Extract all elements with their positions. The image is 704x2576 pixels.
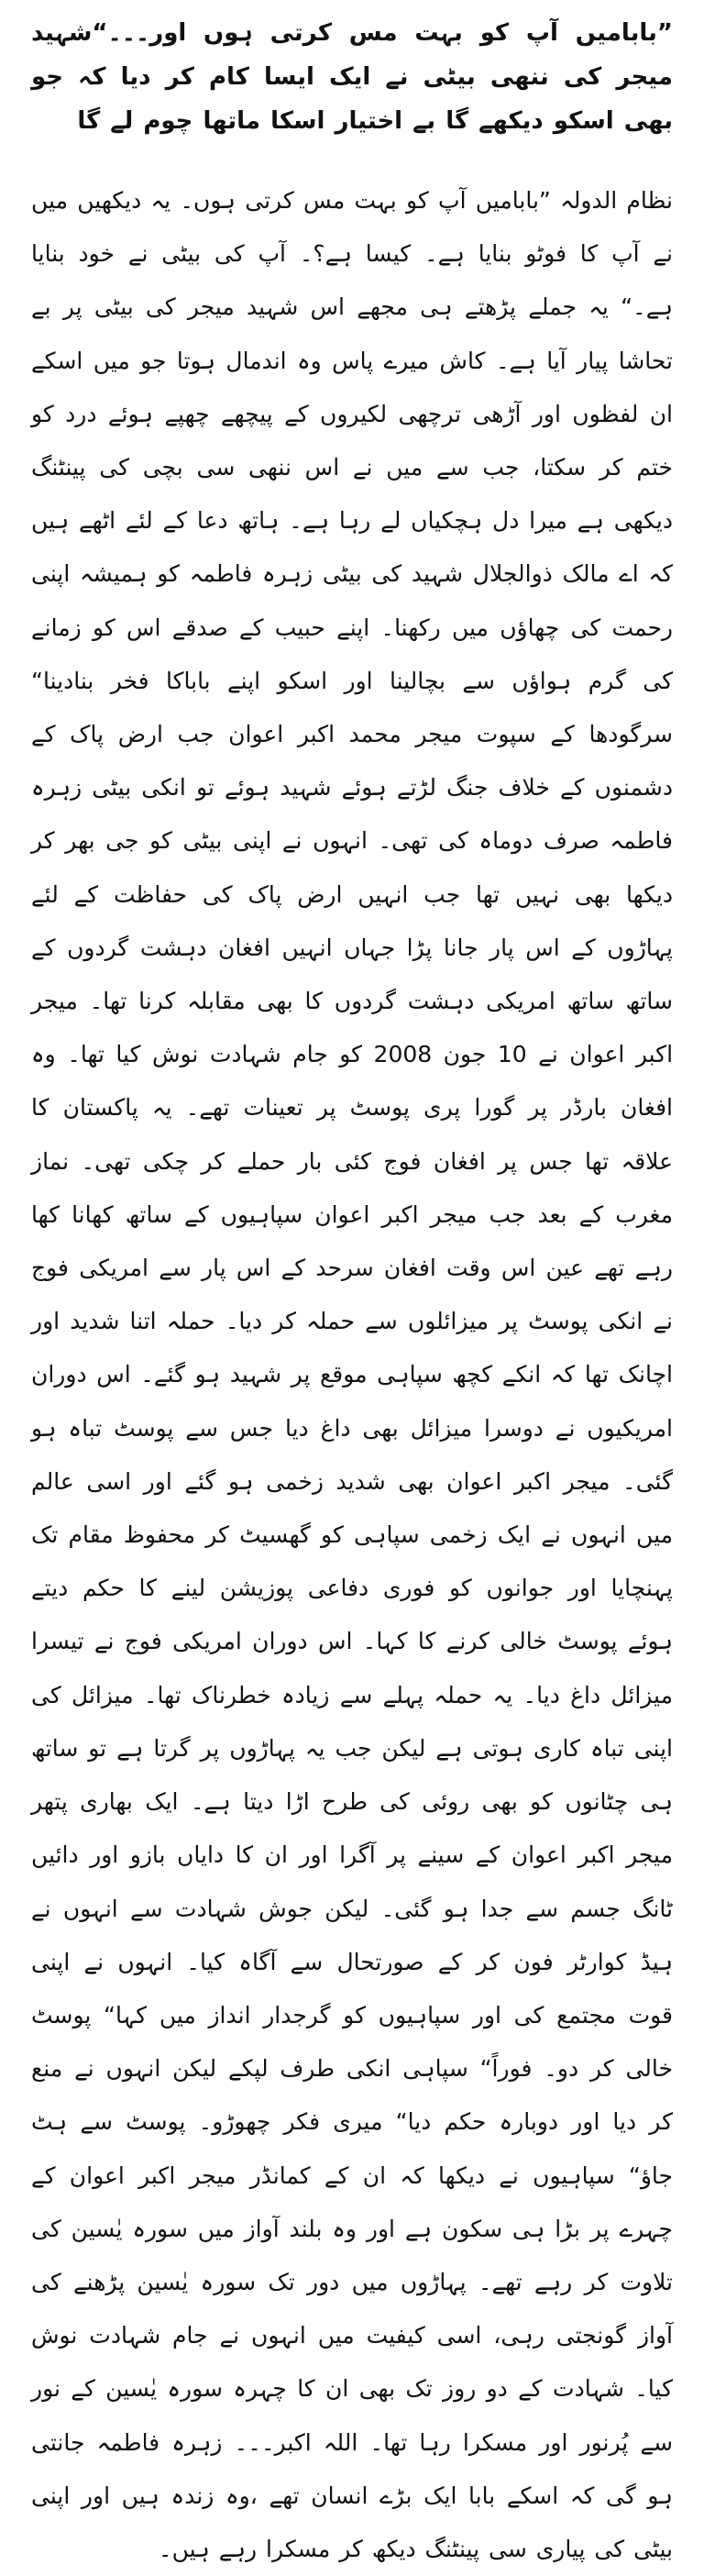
article-paragraph: نظام الدولہ ”بابامیں آپ کو بہت مس کرتی ہوں۔ یہ دیکھیں میں نے آپ کا فوٹو بنایا ہے۔ کیسا ہے؟۔ آپ کی بیٹی نے خود بنایا ہے۔“ یہ جملے پڑھتے ہی مجھے اس شہید میجر کی بیٹی پر بے تحاشا پیار آیا ہے۔ کاش میرے پاس وہ اندمال ہوتا جو میں اسکے ان لفظوں اور آڑھی ترچھی لکیروں کے پیچھے چھپے ہوئے درد کو ختم کر سکتا، جب سے میں نے اس ننھی سی بچی کی پینٹنگ دیکھی ہے میرا دل ہچکیاں لے رہا ہے۔ ہاتھ دعا کے لئے اٹھے ہیں کہ اے مالک ذوالجلال شہید کی بیٹی زہرہ فاطمہ کو ہمیشہ اپنی رحمت کی چھاؤں میں رکھنا۔ اپنے حبیب کے صدقے اس کو زمانے کی گرم ہواؤں سے بچالینا اور اسکو اپنے باباکا فخر بنادینا“ سرگودھا کے سپوت میجر محمد اکبر اعوان جب ارض پاک کے دشمنوں کے خلاف جنگ لڑتے ہوئے شہید ہوئے تو انکی بیٹی زہرہ فاطمہ صرف دوماہ کی تھی۔ انہوں نے اپنی بیٹی کو جی بھر کر دیکھا بھی نہیں تھا جب انہیں ارض پاک کی حفاظت کے لئے پہاڑوں کے اس پار جانا پڑا جہاں انہیں افغان دہشت گردوں کے ساتھ ساتھ امریکی دہشت گردوں کا بھی مقابلہ کرنا تھا۔ میجر اکبر اعوان نے 10 جون 2008 کو جام شہادت نوش کیا تھا۔ وہ افغان بارڈر پر گورا پری پوسٹ پر تعینات تھے۔ یہ پاکستان کا علاقہ تھا جس پر افغان فوج کئی بار حملے کر چکی تھی۔ نماز مغرب کے بعد جب میجر اکبر اعوان سپاہیوں کے ساتھ کھانا کھا رہے تھے عین اس وقت افغان سرحد کے اس پار سے امریکی فوج نے انکی پوسٹ پر میزائلوں سے حملہ کر دیا۔ حملہ اتنا شدید اور اچانک تھا کہ انکے کچھ سپاہی موقع پر شہید ہو گئے۔ اس دوران امریکیوں نے دوسرا میزائل بھی داغ دیا جس سے پوسٹ تباہ ہو گئی۔ میجر اکبر اعوان بھی شدید زخمی ہو گئے اور اسی عالم میں انہوں نے ایک زخمی سپاہی کو گھسیٹ کر محفوظ مقام تک پہنچایا اور جوانوں کو فوری دفاعی پوزیشن لینے کا حکم دیتے ہوئے پوسٹ خالی کرنے کا کہا۔ اس دوران امریکی فوج نے تیسرا میزائل داغ دیا۔ یہ حملہ پہلے سے زیادہ خطرناک تھا۔ میزائل کی اپنی تباہ کاری ہوتی ہے لیکن جب یہ پہاڑوں پر گرتا ہے تو ساتھ ہی چٹانوں کو بھی روئی کی طرح اڑا دیتا ہے۔ ایک بھاری پتھر میجر اکبر اعوان کے سینے پر آگرا اور ان کا دایاں بازو اور دائیں ٹانگ جسم سے جدا ہو گئی۔ لیکن جوش شہادت سے انہوں نے ہیڈ کوارٹر فون کر کے صورتحال سے آگاہ کیا۔ انہوں نے اپنی قوت مجتمع کی اور سپاہیوں کو گرجدار انداز میں کہا“ پوسٹ خالی کر دو۔ فوراً“ سپاہی انکی طرف لپکے لیکن انہوں نے منع کر دیا اور دوبارہ حکم دیا“ میری فکر چھوڑو۔ پوسٹ سے ہٹ جاؤ“ سپاہیوں نے دیکھا کہ ان کے کمانڈر میجر اکبر اعوان کے چہرے پر بڑا ہی سکون ہے اور وہ بلند آواز میں سورہ یٰسین کی تلاوت کر رہے تھے۔ پہاڑوں میں دور تک سورہ یٰسین پڑھنے کی آواز گونجتی رہی، اسی کیفیت میں انہوں نے جام شہادت نوش کیا۔ شہادت کے دو روز تک بھی ان کا چہرہ سورہ یٰسین کے نور سے پُرنور اور مسکرا رہا تھا۔ اللہ اکبر۔۔۔ زہرہ فاطمہ جانتی ہو گی کہ اسکے بابا ایک بڑے انسان تھے ،وہ زندہ ہیں اور اپنی بیٹی کی پیاری سی پینٹنگ دیکھ کر مسکرا رہے ہیں۔ (31, 187, 674, 2562)
article-page (31, 11, 673, 2576)
article-headline: ”بابامیں آپ کو بہت مس کرتی ہوں اور۔۔۔“شہید میجر کی ننھی بیٹی نے ایک ایسا کام کر دیا کہ جو بھی اسکو دیکھے گا بے اختیار اسکا ماتھا چوم لے گا (31, 19, 673, 135)
article-body (31, 174, 673, 2576)
